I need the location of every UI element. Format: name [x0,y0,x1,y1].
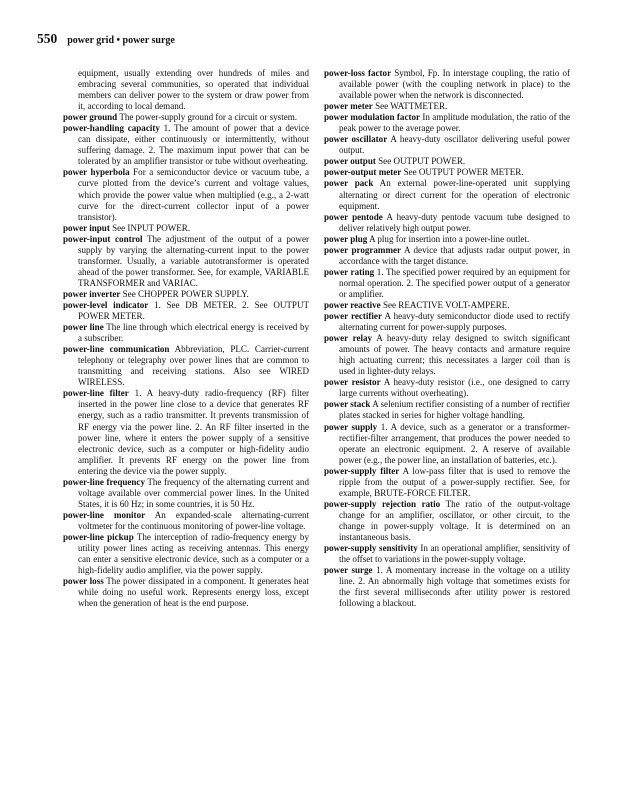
dictionary-entry [324,399,570,421]
dictionary-entry [63,322,309,344]
entry-definition: The interception of radio-frequency energy by utility power lines acting as receiving antennas. This energy can enter a sensitive electronic device, such as a computer or a high-fidelity audio amplifier, via the power supply. [78,531,309,576]
entry-term: power relay [324,333,373,344]
entry-term: power surge [324,565,373,576]
entry-term: power output [324,156,376,167]
dictionary-entry [63,532,309,576]
dictionary-entry [324,212,570,234]
entry-term: power supply [324,421,378,432]
entry-definition: The power dissipated in a component. It generates heat while doing no useful work. Represents energy loss, except when the generation of heat is the end purpose. [78,576,309,609]
entry-term: power resistor [324,377,381,388]
dictionary-entry [324,234,570,245]
entry-definition: The power-supply ground for a circuit or system. [119,112,298,123]
dictionary-entry [63,112,309,123]
entry-definition: The line through which electrical energy is received by a subscriber. [78,322,309,344]
entry-term: power-loss factor [324,68,392,78]
entry-definition: 1. A heavy-duty radio-frequency (RF) filter inserted in the power line close to a device that generates RF energy, such as a radio transmitter. It prevents transmission of RF energy via the power line. 2. An RF filter inserted in the power line, where it enters the power supply of a sensitive electronic device, such as a computer or high-fidelity audio amplifier. It prevents RF energy on the power line from entering the device via the power supply. [78,388,310,476]
entry-term: power modulation factor [324,112,421,123]
entry-definition: A heavy-duty semiconductor diode used to rectify alternating current for power-supply purposes. [339,311,571,333]
entry-definition: In amplitude modulation, the ratio of the peak power to the average power. [339,112,570,134]
dictionary-entry [324,377,570,399]
entry-term: power meter [324,101,373,112]
entry-definition: For a semiconductor device or vacuum tube, a curve plotted from the device’s current and voltage values, which provide the power value when multiplied (e.g., a 2-watt curve for the direct-current collector input of a power transistor). [78,167,309,222]
entry-definition: A heavy-duty relay designed to switch significant amounts of power. The heavy contacts and armature require high actuating current; this necessitates a larger coil than is used in lighter-duty relays. [339,333,570,377]
entry-definition: A heavy-duty oscillator delivering useful power output. [339,134,570,156]
entry-term: power rectifier [324,311,382,322]
dictionary-entry [324,101,570,112]
dictionary-entry [63,234,309,289]
dictionary-entry [63,68,309,112]
entry-term: power stack [324,399,371,410]
dictionary-entry [63,344,309,388]
entry-term: power ground [63,112,118,123]
dictionary-entry [63,223,309,234]
entry-definition: A plug for insertion into a power-line outlet. [369,233,530,244]
entry-definition: An expanded-scale alternating-current voltmeter for the continuous monitoring of power-line voltage. [78,509,309,531]
dictionary-entry [324,68,570,101]
entry-definition: Symbol, Fp. In interstage coupling, the ratio of available power (with the coupling network in place) to the available power when the network is disconnected. [339,68,570,101]
right-column [324,68,570,609]
entry-definition: A selenium rectifier consisting of a number of rectifier plates stacked in series for higher voltage handling. [339,399,570,421]
entry-term: power-handling capacity [63,123,160,134]
dictionary-entry [63,289,309,300]
page-number: 550 [37,31,58,46]
entry-definition: equipment, usually extending over hundreds of miles and embracing several communities, so operated that individual members can deliver power to the system or draw power from it, according to local demand. [78,68,309,112]
entry-definition: 1. The amount of power that a device can dissipate, either continuously or intermittently, without suffering damage. 2. The maximum input power that can be tolerated by an amplifier transistor or tube without overheating. [78,123,309,167]
entry-definition: Abbreviation, PLC. Carrier-current telephony or telegraphy over power lines that are common to transmitting and receiving stations. Also see WIRED WIRELESS. [78,344,309,388]
entry-term: power inverter [63,288,121,299]
entry-term: power-line frequency [63,476,145,487]
entry-term: power hyperbola [63,167,130,178]
page-header [37,30,175,48]
entry-definition: The ratio of the output-voltage change for an amplifier, oscillator, or other circuit, to the change in power-supply voltage. It is determined on an instantaneous basis. [339,498,571,542]
dictionary-entry [63,576,309,609]
dictionary-entry [324,112,570,134]
entry-term: power rating [324,266,375,277]
dictionary-entry [324,167,570,178]
entry-term: power oscillator [324,134,388,145]
entry-term: power-supply sensitivity [324,543,418,554]
dictionary-entry [324,466,570,499]
entry-definition: A heavy-duty pentode vacuum tube designed to deliver relatively high output power. [339,211,570,233]
entry-definition: A heavy-duty resistor (i.e., one designed to carry large currents without overheating). [339,377,570,399]
entry-definition: 1. The specified power required by an equipment for normal operation. 2. The specified power output of a generator or amplifier. [339,266,571,299]
dictionary-entry [324,422,570,466]
entry-definition: See OUTPUT POWER METER. [403,167,524,178]
dictionary-entry [324,543,570,565]
dictionary-entry [63,388,309,476]
entry-term: power-input control [63,233,143,244]
entry-definition: See WATTMETER. [375,101,448,112]
dictionary-entry [324,134,570,156]
dictionary-entry [324,333,570,377]
entry-term: power reactive [324,299,381,310]
entry-definition: In an operational amplifier, sensitivity of the offset to variations in the power-supply voltage. [339,543,570,565]
running-head: power grid • power surge [67,35,175,46]
entry-definition: See REACTIVE VOLT-AMPERE. [382,299,510,310]
entry-definition: The frequency of the alternating current and voltage available over commercial power lines. In the United States, it is 60 Hz; in some countries, it is 50 Hz. [78,476,309,509]
dictionary-entry [63,167,309,222]
dictionary-entry [324,565,570,609]
entry-term: power-supply filter [324,465,400,476]
entry-definition: See INPUT POWER. [112,222,191,233]
entry-definition: 1. A device, such as a generator or a transformer-rectifier-filter arrangement, that produces the power needed to operate an electronic equipment. 2. A reserve of available power (e.g., the power line, an installation of batteries, etc.). [339,421,570,465]
dictionary-entry [63,123,309,167]
dictionary-entry [324,178,570,211]
entry-definition: A low-pass filter that is used to remove the ripple from the output of a power-supply rectifier. See, for example, BRUTE-FORCE FILTER. [339,465,570,498]
entry-definition: See OUTPUT POWER. [378,156,466,167]
dictionary-entry [63,510,309,532]
left-column [63,68,309,609]
entry-definition: An external power-line-operated unit supplying alternating or direct current for the operation of electronic equipment. [339,178,570,211]
dictionary-entry [63,300,309,322]
entry-term: power-level indicator [63,299,149,310]
entry-definition: 1. See DB METER. 2. See OUTPUT POWER METER. [78,299,310,322]
entry-definition: The adjustment of the output of a power supply by varying the alternating-current input to the power transformer. Usually, a variable autotransformer is operated ahead of the power transformer. See, for example, VARIABLE TRANSFORMER and VARIAC. [78,233,309,288]
entry-term: power-line communication [63,344,170,355]
entry-term: power loss [63,576,104,587]
entry-term: power pentode [324,211,383,222]
dictionary-entry [324,499,570,543]
entry-term: power input [63,222,110,233]
dictionary-entry [324,245,570,267]
entry-term: power programmer [324,244,402,255]
dictionary-entry [324,311,570,333]
dictionary-entry [324,300,570,311]
entry-definition: A device that adjusts radar output power, in accordance with the target distance. [339,244,570,266]
entry-term: power pack [324,178,374,189]
entry-definition: See CHOPPER POWER SUPPLY. [122,288,249,299]
entry-term: power-supply rejection ratio [324,498,441,509]
dictionary-entry [63,477,309,510]
entry-term: power line [63,322,104,333]
entry-term: power-line filter [63,388,129,399]
entry-term: power-line pickup [63,531,134,542]
entry-term: power-output meter [324,167,402,178]
entry-term: power plug [324,233,368,244]
entry-term: power-line monitor [63,509,146,520]
dictionary-entry [324,267,570,300]
entry-definition: 1. A momentary increase in the voltage on a utility line. 2. An abnormally high voltage that sometimes exists for the first several milliseconds after utility power is restored following a blackout. [339,565,571,609]
dictionary-entry [324,156,570,167]
